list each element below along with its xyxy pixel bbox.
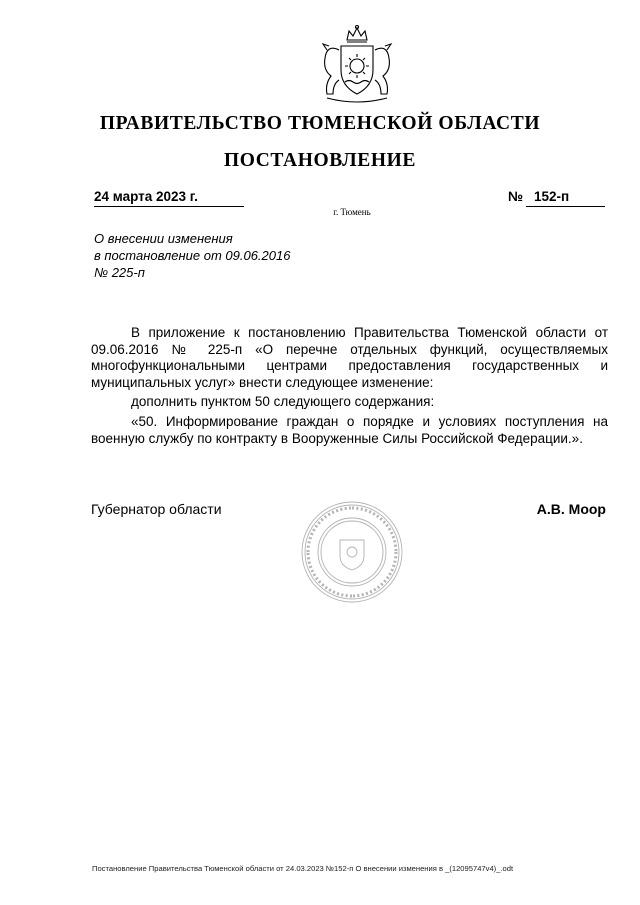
signatory-title: Губернатор области (91, 501, 222, 517)
subject-line: О внесении изменения (94, 231, 233, 246)
subject-line: № 225-п (94, 265, 145, 280)
footer-filename: Постановление Правительства Тюменской области от 24.03.2023 №152-п О внесении изменения в _(12095747v4)_.odt (92, 864, 514, 873)
organization-title: ПРАВИТЕЛЬСТВО ТЮМЕНСКОЙ ОБЛАСТИ (99, 113, 541, 134)
document-number-block (508, 189, 605, 205)
document-date: 24 марта 2023 г. (94, 189, 244, 207)
document-subject (94, 230, 290, 281)
body-paragraph: В приложение к постановлению Правительства Тюменской области от 09.06.2016 № 225-п «О перечне отдельных функций, осуществляемых многофункциональными центрами предоставления государственных и муниципальных услуг» внести следующее изменение: (91, 325, 608, 390)
document-type-title: ПОСТАНОВЛЕНИЕ (223, 150, 417, 171)
document-body (91, 325, 608, 447)
document-city: г. Тюмень (333, 207, 371, 217)
body-paragraph: «50. Информирование граждан о порядке и условиях поступления на военную службу по контракту в Вооруженные Силы Российской Федерации.». (91, 413, 608, 446)
subject-line: в постановление от 09.06.2016 (94, 248, 291, 263)
official-seal-icon (300, 500, 404, 604)
number-sign: № (508, 189, 524, 204)
tyumen-coat-of-arms-icon (313, 24, 401, 106)
signatory-name: А.В. Моор (536, 501, 606, 517)
document-number: 152-п (526, 189, 605, 207)
body-paragraph: дополнить пунктом 50 следующего содержания: (131, 394, 435, 410)
